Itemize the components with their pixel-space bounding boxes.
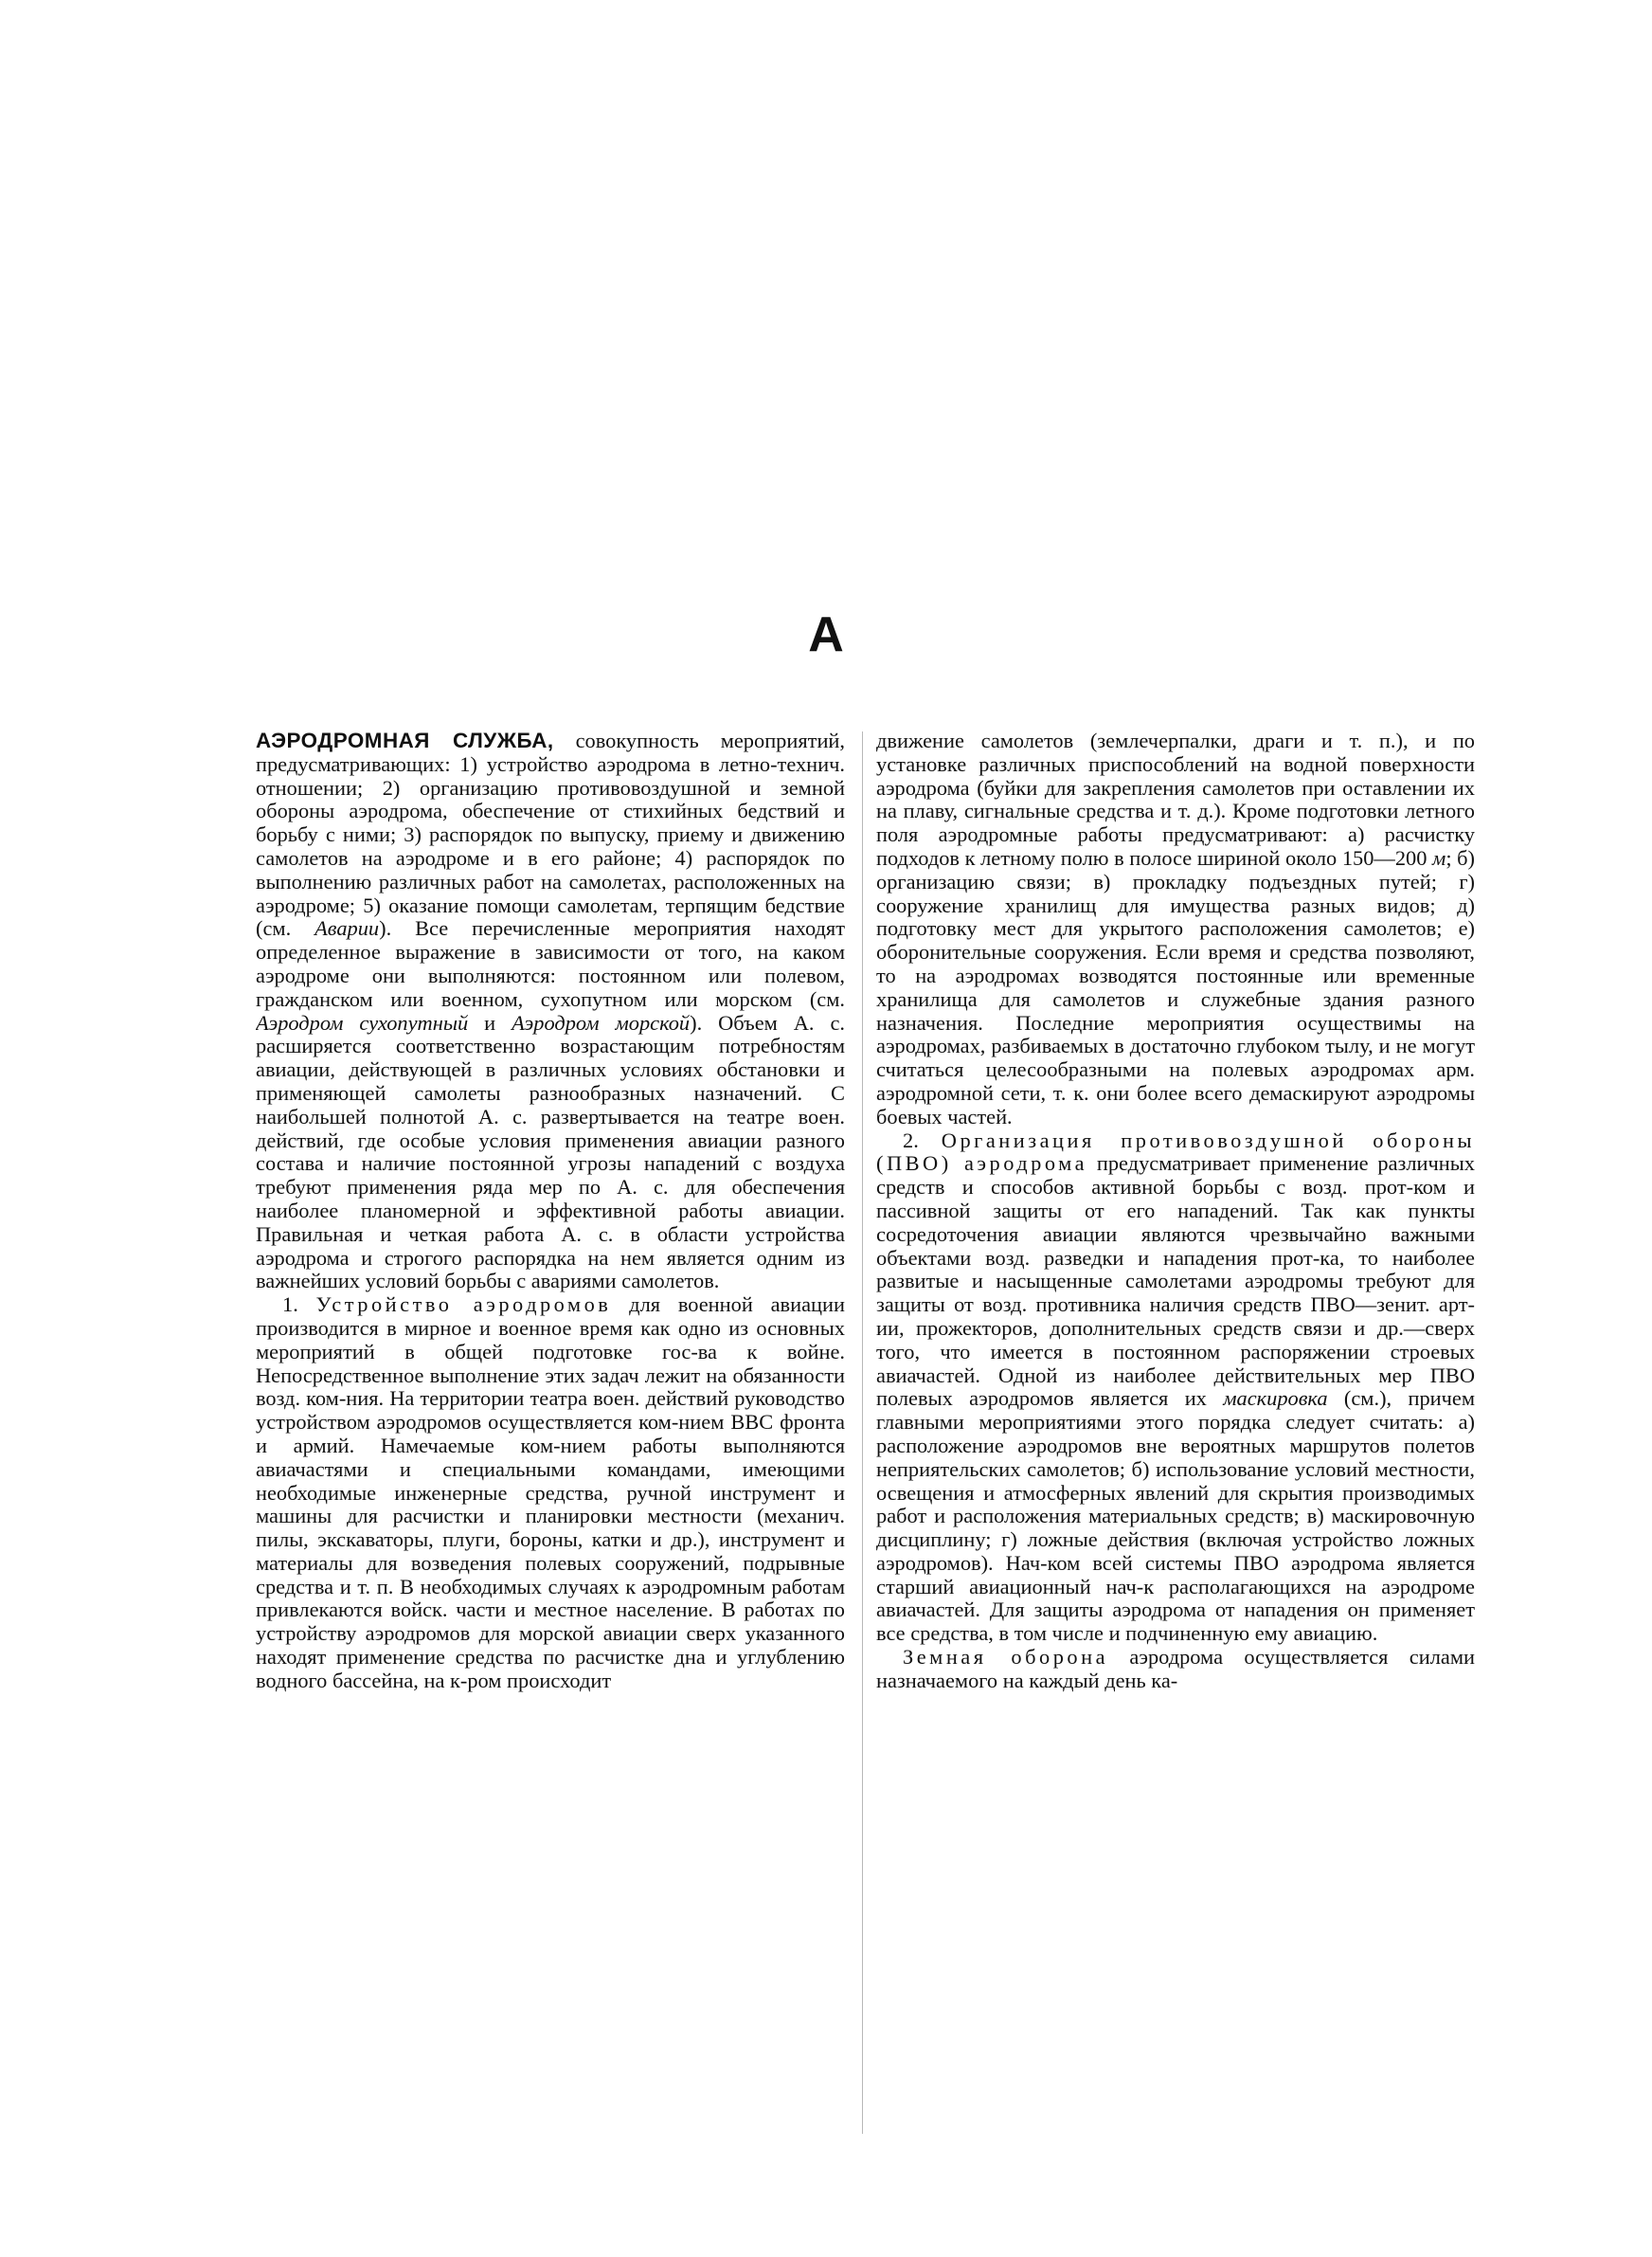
paragraph-text: (см.), причем главными мероприятиями этого порядка следует считать: а) расположение аэродромов вне вероятных маршрутов полетов неприятельских самолетов; б) использование условий местности, освещения и атмосферных явлений для скрытия производимых работ и расположения материальных средств; в) маскировочную дисциплину; г) ложные действия (включая устройство ложных аэродромов). Нач-ком всей системы ПВО аэродрома является старший авиационный нач-к располагающихся на аэродроме авиачастей. Для защиты аэродрома от нападения он применяет все средства, в том числе и подчиненную ему авиацию. xyxy=(876,1386,1475,1646)
cross-reference: Аэродром морской xyxy=(512,1010,691,1035)
cross-reference: маскировка xyxy=(1223,1386,1328,1411)
right-column xyxy=(876,730,1475,2151)
cross-reference: Аварии xyxy=(314,916,380,941)
continued-paragraph xyxy=(876,730,1475,1129)
section-number: 2. xyxy=(903,1128,942,1152)
section-heading: Организация противовоздушной обороны (ПВО) аэродрома xyxy=(876,1128,1475,1176)
paragraph-text: ). Объем А. с. расширяется соответственно возрастающим потребностям авиации, действующей в различных условиях обстановки и применяющей самолеты разнообразных назначений. С наибольшей полнотой А. с. развертывается на театре воен. действий, где особые условия применения авиации разного состава и наличие постоянной угрозы нападений с воздуха требуют применения ряда мер по А. с. для обеспечения наиболее планомерной и эффективной работы авиации. Правильная и четкая работа А. с. в области устройства аэродрома и строгого распорядка на нем является одним из важнейших условий борьбы с авариями самолетов. xyxy=(256,1010,845,1293)
left-column xyxy=(256,730,845,2151)
paragraph-text: и xyxy=(468,1010,512,1035)
section-letter: А xyxy=(808,607,844,662)
paragraph-text: для военной авиации производится в мирное и военное время как одно из основных мероприятий в общей подготовке гос-ва к войне. Непосредственное выполнение этих задач лежит на обязанности возд. ком-ния. На территории театра воен. действий руководство устройством аэродромов осуществляется ком-нием ВВС фронта и армий. Намечаемые ком-нием работы выполняются авиачастями и специальными командами, имеющими необходимые инженерные средства, ручной инструмент и машины для расчистки и планировки местности (механич. пилы, экскаваторы, плуги, бороны, катки и др.), инструмент и материалы для возведения полевых сооружений, подрывные средства и т. п. В необходимых случаях к аэродромным работам привлекаются войск. части и местное население. В работах по устройству аэродромов для морской авиации сверх указанного находят применение средства по расчистке дна и углублению водного бассейна, на к-ром происходит xyxy=(256,1292,845,1692)
paragraph-text: движение самолетов (землечерпалки, драги и т. п.), и по установке различных приспособлений на водной поверхности аэродрома (буйки для закрепления самолетов при оставлении их на плаву, сигнальные средства и т. д.). Кроме подготовки летного поля аэродромные работы предусматривают: а) расчистку подходов к летному полю в полосе шириной около 150—200 xyxy=(876,730,1475,870)
paragraph-text: предусматривает применение различных средств и способов активной борьбы с возд. прот-ком и пассивной защиты от его нападений. Так как пункты сосредоточения авиации являются чрезвычайно важными объектами возд. разведки и нападения прот-ка, то наиболее развитые и насыщенные самолетами аэродромы требуют для защиты от возд. противника наличия средств ПВО—зенит. арт-ии, прожекторов, дополнительных средств связи и др.—сверх того, что имеется в постоянном распоряжении строевых авиачастей. Одной из наиболее действительных мер ПВО полевых аэродромов является их xyxy=(876,1151,1475,1411)
paragraph-text: ). Все перечисленные мероприятия находят определенное выражение в зависимости от того, на каком аэродроме они выполняются: постоянном или полевом, гражданском или военном, сухопутном или морском (см. xyxy=(256,916,845,1011)
section-heading: Устройство аэродромов xyxy=(315,1292,612,1317)
entry-paragraph xyxy=(256,730,845,1293)
entry-headword: АЭРОДРОМНАЯ СЛУЖБА, xyxy=(256,730,554,752)
column-divider xyxy=(862,731,863,2134)
paragraph-text: ; б) организацию связи; в) прокладку подъездных путей; г) сооружение хранилищ для имущества разных видов; д) подготовку мест для укрытого расположения самолетов; е) оборонительные сооружения. Если время и средства позволяют, то на аэродромах возводятся постоянные или временные хранилища для самолетов и служебные здания разного назначения. Последние мероприятия осуществимы на аэродромах, разбиваемых в достаточно глубоком тылу, и не могут считаться целесообразными на полевых аэродромах арм. аэродромной сети, т. к. они более всего демаскируют аэродромы боевых частей. xyxy=(876,845,1475,1128)
paragraph-text: совокупность мероприятий, предусматривающих: 1) устройство аэродрома в летно-технич. отношении; 2) организацию противовоздушной и земной обороны аэродрома, обеспечение от стихийных бедствий и борьбу с ними; 3) распорядок по выпуску, приему и движению самолетов на аэродроме и в его районе; 4) распорядок по выполнению различных работ на самолетах, расположенных на аэродроме; 5) оказание помощи самолетам, терпящим бедствие (см. xyxy=(256,730,845,941)
paragraph-text: аэродрома осуществляется силами назначаемого на каждый день ка- xyxy=(876,1645,1475,1692)
unit-abbreviation: м xyxy=(1432,845,1446,870)
cross-reference: Аэродром сухопутный xyxy=(256,1010,469,1035)
section-paragraph xyxy=(876,1646,1475,1693)
section-number: 1. xyxy=(282,1292,316,1317)
section-heading: Земная оборона xyxy=(903,1645,1109,1670)
section-paragraph xyxy=(876,1129,1475,1647)
section-paragraph xyxy=(256,1293,845,1693)
